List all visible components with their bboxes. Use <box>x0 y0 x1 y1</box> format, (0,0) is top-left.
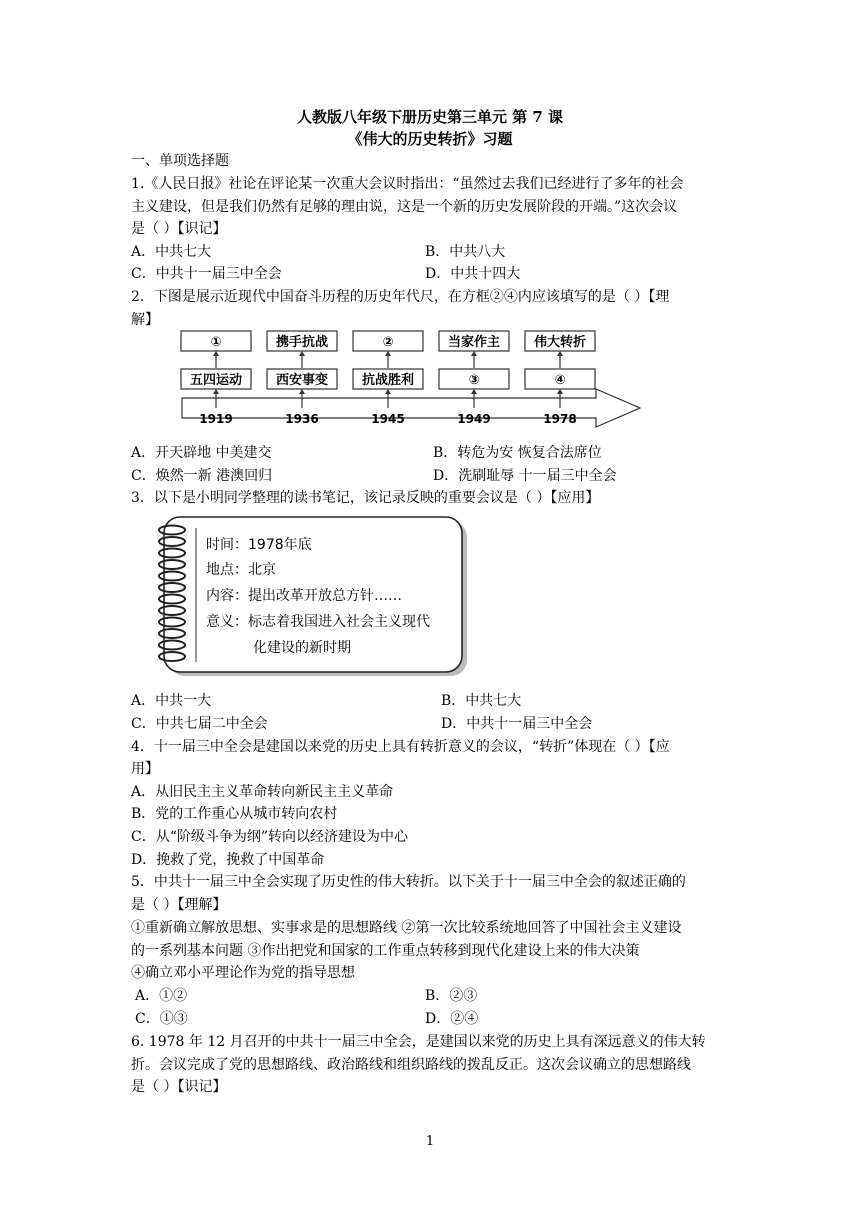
q3-line-1: 3．以下是小明同学整理的读书笔记，该记录反映的重要会议是（ ）【应用】 <box>131 490 600 506</box>
q1-option-c: C．中共十一届三中全会 <box>131 266 282 282</box>
q6-line-1: 6. 1978 年 12 月召开的中共十一届三中全会，是建国以来党的历史上具有深远意义的伟大转 <box>131 1034 706 1050</box>
q3-option-b: B．中共七大 <box>441 693 522 709</box>
timeline-top-label: 当家作主 <box>447 335 501 350</box>
q4-option-c: C．从“阶级斗争为纲”转向以经济建设为中心 <box>131 829 409 845</box>
q5-line-1: 5．中共十一届三中全会实现了历史性的伟大转折。以下关于十一届三中全会的叙述正确的 <box>131 874 686 890</box>
timeline-mid-label: 西安事变 <box>275 373 329 388</box>
q3-option-a: A．中共一大 <box>131 693 212 709</box>
page-number: 1 <box>425 1134 435 1149</box>
q1-line-1: 1.《人民日报》社论在评论某一次重大会议时指出：“虽然过去我们已经进行了多年的社会 <box>131 176 684 192</box>
timeline-year: 1945 <box>371 412 405 426</box>
doc-subtitle: 《伟大的历史转折》习题 <box>347 130 513 148</box>
q4-option-d: D．挽救了党，挽救了中国革命 <box>131 852 325 868</box>
timeline-arrowhead <box>299 389 305 394</box>
doc-title: 人教版八年级下册历史第三单元 第 7 课 <box>296 108 564 126</box>
timeline-mid-label: 抗战胜利 <box>361 373 415 388</box>
timeline-arrowhead <box>471 351 477 356</box>
q5-line-4: 的一系列基本问题 ③作出把党和国家的工作重点转移到现代化建设上来的伟大决策 <box>131 943 640 959</box>
note-meaning-cont: 化建设的新时期 <box>253 640 351 656</box>
note-content: 内容：提出改革开放总方针…… <box>206 588 402 604</box>
q1-option-d: D．中共十四大 <box>425 266 521 282</box>
timeline-arrowhead <box>385 389 391 394</box>
q6-line-2: 折。会议完成了党的思想路线、政治路线和组织路线的拨乱反正。这次会议确立的思想路线 <box>131 1057 691 1073</box>
timeline-year: 1919 <box>199 412 233 426</box>
note-time: 时间：1978年底 <box>206 537 312 553</box>
q5-line-3: ①重新确立解放思想、实事求是的思想路线 ②第一次比较系统地回答了中国社会主义建设 <box>131 920 682 936</box>
q2-line-2: 解】 <box>131 312 159 328</box>
timeline-arrowhead <box>557 389 563 394</box>
q4-option-b: B．党的工作重心从城市转向农村 <box>131 806 338 822</box>
note-meaning: 意义：标志着我国进入社会主义现代 <box>206 614 430 630</box>
q1-option-a: A．中共七大 <box>131 244 212 260</box>
notebook-figure <box>156 514 472 680</box>
q1-line-3: 是（ ）【识记】 <box>131 221 227 237</box>
q3-option-c: C．中共七届二中全会 <box>131 716 268 732</box>
timeline-year: 1949 <box>457 412 491 426</box>
q2-option-b: B．转危为安 恢复合法席位 <box>433 445 602 461</box>
q5-option-b: B．②③ <box>425 988 478 1004</box>
q6-line-3: 是（ ）【识记】 <box>131 1079 227 1095</box>
q3-option-d: D．中共十一届三中全会 <box>441 716 593 732</box>
section-heading: 一、单项选择题 <box>131 153 229 169</box>
timeline-figure <box>178 328 644 432</box>
timeline-mid-label: 五四运动 <box>189 373 243 388</box>
q4-line-1: 4．十一届三中全会是建国以来党的历史上具有转折意义的会议，“转折”体现在（ ）【应 <box>131 739 670 755</box>
note-place: 地点：北京 <box>206 562 276 578</box>
q2-option-c: C．焕然一新 港澳回归 <box>131 468 273 484</box>
q5-option-a: A．①② <box>135 988 188 1004</box>
timeline-top-label: 伟大转折 <box>533 335 587 350</box>
timeline-year: 1936 <box>285 412 319 426</box>
timeline-arrowhead <box>471 389 477 394</box>
q4-option-a: A．从旧民主主义革命转向新民主主义革命 <box>131 784 394 800</box>
q5-option-d: D．②④ <box>425 1011 479 1027</box>
q5-line-2: 是（ ）【理解】 <box>131 897 227 913</box>
q1-line-2: 主义建设，但是我们仍然有足够的理由说，这是一个新的历史发展阶段的开端。”这次会议 <box>131 199 678 215</box>
timeline-year: 1978 <box>543 412 577 426</box>
timeline-top-label: ① <box>210 335 222 350</box>
timeline-arrowhead <box>557 351 563 356</box>
timeline-mid-label: ③ <box>468 373 480 388</box>
timeline-top-label: 携手抗战 <box>275 335 329 350</box>
q5-line-5: ④确立邓小平理论作为党的指导思想 <box>131 965 355 981</box>
timeline-arrowhead <box>299 351 305 356</box>
timeline-arrowhead <box>385 351 391 356</box>
q4-line-2: 用】 <box>131 761 159 777</box>
q2-option-d: D．洗刷耻辱 十一届三中全会 <box>433 468 617 484</box>
q5-option-c: C．①③ <box>135 1011 188 1027</box>
timeline-arrowhead <box>213 389 219 394</box>
timeline-top-label: ② <box>382 335 394 350</box>
timeline-mid-label: ④ <box>554 373 566 388</box>
q2-option-a: A．开天辟地 中美建交 <box>131 445 272 461</box>
q2-line-1: 2．下图是展示近现代中国奋斗历程的历史年代尺，在方框②④内应该填写的是（ ）【理 <box>131 289 670 305</box>
timeline-arrowhead <box>213 351 219 356</box>
q1-option-b: B．中共八大 <box>425 244 506 260</box>
